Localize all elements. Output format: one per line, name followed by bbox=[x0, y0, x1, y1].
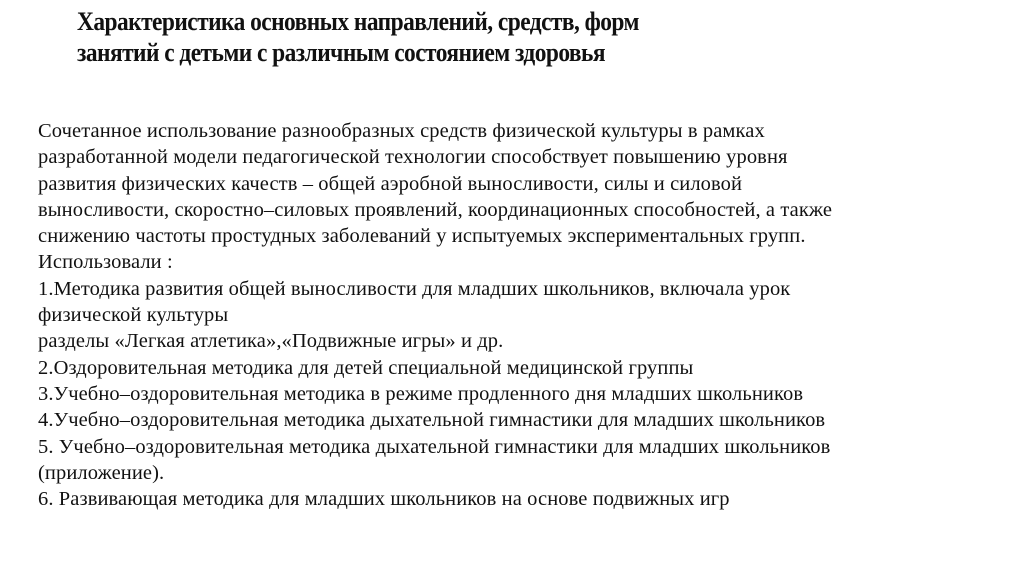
intro-line: выносливости, скоростно–силовых проявлений, координационных способностей, а также bbox=[38, 198, 833, 221]
list-item: 2.Оздоровительная методика для детей специальной медицинской группы bbox=[38, 356, 694, 379]
intro-line: разработанной модели педагогической технологии способствует повышению уровня bbox=[38, 146, 788, 169]
list-item: 6. Развивающая методика для младших школьников на основе подвижных игр bbox=[38, 488, 730, 511]
list-item: 5. Учебно–оздоровительная методика дыхательной гимнастики для младших школьников bbox=[38, 435, 831, 458]
title-line-2: занятий с детьми с различным состоянием здоровья bbox=[77, 38, 605, 67]
list-item: разделы «Легкая атлетика»,«Подвижные игры» и др. bbox=[38, 330, 504, 353]
intro-line: развития физических качеств – общей аэробной выносливости, силы и силовой bbox=[38, 172, 743, 195]
list-item: физической культуры bbox=[38, 304, 229, 327]
list-item: 3.Учебно–оздоровительная методика в режиме продленного дня младших школьников bbox=[38, 382, 804, 405]
title-line-1: Характеристика основных направлений, средств, форм bbox=[77, 7, 639, 36]
used-label: Использовали : bbox=[38, 251, 173, 274]
methods-list bbox=[38, 276, 998, 513]
intro-line: снижению частоты простудных заболеваний у испытуемых экспериментальных групп. bbox=[38, 225, 806, 248]
slide-title bbox=[77, 6, 887, 68]
intro-line: Сочетанное использование разнообразных средств физической культуры в рамках bbox=[38, 120, 765, 142]
slide-body bbox=[38, 118, 998, 512]
list-item: (приложение). bbox=[38, 461, 165, 484]
intro-paragraph bbox=[38, 118, 998, 249]
list-item: 4.Учебно–оздоровительная методика дыхательной гимнастики для младших школьников bbox=[38, 409, 826, 432]
list-item: 1.Методика развития общей выносливости для младших школьников, включала урок bbox=[38, 277, 791, 300]
